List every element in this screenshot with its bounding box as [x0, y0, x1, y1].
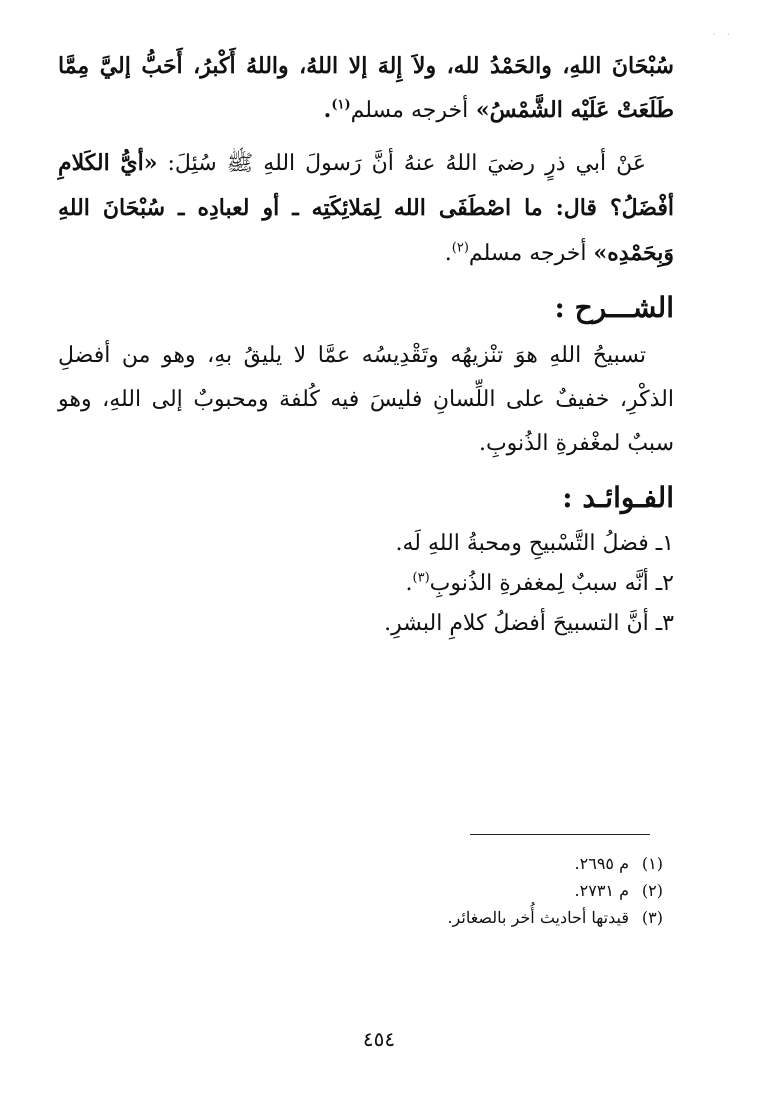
page-number: ٤٥٤: [362, 1027, 396, 1051]
benefit-number: ١ـ: [655, 531, 674, 556]
benefit-item-2: [58, 564, 674, 604]
benefits-list: [58, 524, 674, 644]
hadith-2: عَنْ أبي ذرٍ رضيَ اللهُ عنهُ أنَّ رَسولَ اللهِ ﷺ سُئِلَ: «أيُّ الكَلامِ أفْضَلُ؟ قال: ما اصْطَفَى الله لِمَلائِكَتِه ـ أو لعبادِه ـ سُبْحَانَ اللهِ وَبِحَمْدِه» أخرجه مسلم$^{(٢)}$.: [58, 150, 674, 266]
footnote-text: قيدتها أحاديث أُخر بالصغائر.: [447, 908, 629, 927]
benefit-end: .: [405, 571, 413, 596]
footnote-ref-2: (٢): [451, 240, 469, 256]
footnote-1: [103, 850, 663, 877]
footnote-2: [103, 877, 663, 904]
benefit-item-3: [58, 604, 674, 644]
benefits-title: الفـوائـد :: [562, 481, 674, 514]
hadith-1: سُبْحَانَ اللهِ، والحَمْدُ لله، ولاَ إِلهَ إلا اللهُ، واللهُ أَكْبرُ، أَحَبُّ إليَّ مِمَّا طَلَعَتْ عَلَيْه الشَّمْسُ» أخرجه مسلم$^{(١)}$.: [58, 53, 674, 123]
footnote-ref-1: (١): [331, 97, 351, 113]
benefit-number: ٢ـ: [655, 571, 674, 596]
explanation-title: الشـــرح :: [554, 291, 674, 324]
footnote-number: (١): [641, 854, 663, 873]
explanation-text: تسبيحُ اللهِ هوَ تنْزيهُه وتَقْدِيسُه عمَّا لا يليقُ بهِ، وهو من أفضلِ الذكْرِ، خفيفٌ على اللِّسانِ فليسَ فيه كُلفة ومحبوبٌ إلى اللهِ، وهو سببٌ لمغْفرةِ الذُنوبِ.: [58, 343, 674, 456]
benefit-item-1: [58, 524, 674, 564]
footnote-text: م ٢٧٣١.: [574, 881, 629, 900]
hadith-2-question: «أيُّ الكَلامِ أفْضَلُ؟ قال: ما اصْطَفَى الله لِمَلائِكَتِه ـ أو لعبادِه ـ سُبْحَانَ اللهِ وَبِحَمْدِه»: [58, 150, 674, 266]
hadith-1-text: سُبْحَانَ اللهِ، والحَمْدُ لله، ولاَ إِلهَ إلا اللهُ، واللهُ أَكْبرُ، أَحَبُّ إليَّ مِمَّا طَلَعَتْ عَلَيْه الشَّمْسُ»: [58, 53, 674, 123]
footnote-3: [103, 904, 663, 931]
footnote-text: م ٢٦٩٥.: [574, 854, 629, 873]
footnotes: [103, 850, 663, 931]
benefit-text: أنَّ التسبيحَ أفضلُ كلامِ البشرِ.: [384, 611, 649, 636]
benefit-text: أنَّه سببٌ لِمغفرةِ الذُنوبِ: [429, 571, 649, 596]
footnote-divider: [470, 834, 650, 835]
benefit-number: ٣ـ: [655, 611, 674, 636]
corner-mark: · ·: [712, 30, 734, 41]
hadith-2-intro: عَنْ أبي ذرٍ رضيَ اللهُ عنهُ أنَّ رَسولَ اللهِ ﷺ سُئِلَ:: [157, 151, 646, 176]
footnote-number: (٢): [641, 881, 663, 900]
benefit-text: فضلُ التَّسْبيحِ ومحبةُ اللهِ لَه.: [395, 531, 649, 556]
hadith-1-source: أخرجه مسلم: [350, 98, 469, 123]
footnote-number: (٣): [641, 908, 663, 927]
footnote-ref-3: (٣): [412, 570, 430, 586]
hadith-2-source: أخرجه مسلم: [468, 241, 587, 266]
